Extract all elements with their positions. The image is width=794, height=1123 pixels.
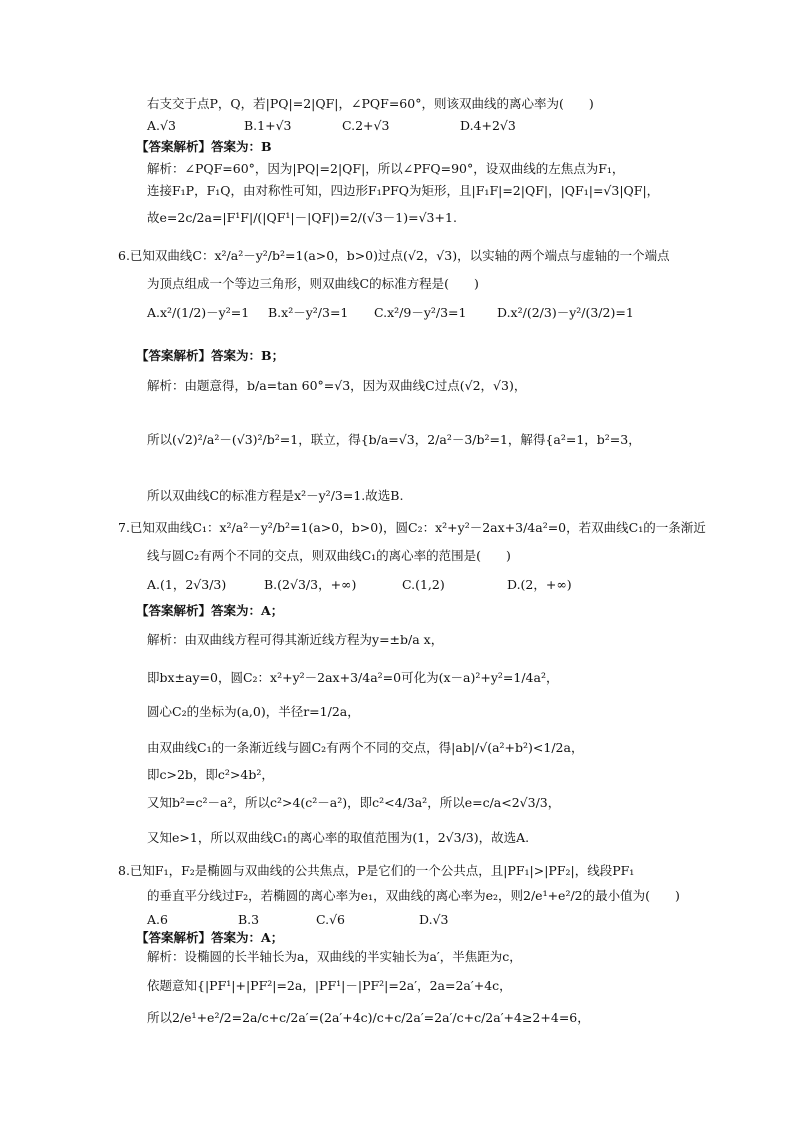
q8-option-c: C.√6 xyxy=(316,912,346,927)
question-5-continuation: 右支交于点P，Q，若|PQ|=2|QF|，∠PQF=60°，则该双曲线的离心率为( ) xyxy=(147,96,594,111)
q8-solution-line-3: 所以2/e¹+e²/2=2a/c+c/2a′=(2a′+4c)/c+c/2a′=2a′/c+c/2a′+4≥2+4=6， xyxy=(147,1010,590,1025)
q6-solution-line-1: 解析：由题意得，b/a=tan 60°=√3，因为双曲线C过点(√2，√3)， xyxy=(147,378,527,393)
q6-option-a: A.x²/(1/2)－y²=1 xyxy=(147,305,250,320)
q7-solution-line-2: 即bx±ay=0，圆C₂：x²+y²－2ax+3/4a²=0可化为(x－a)²+y²=1/4a²， xyxy=(147,670,559,685)
q7-option-d: D.(2，+∞) xyxy=(507,577,572,592)
q6-answer: 【答案解析】答案为：B； xyxy=(136,348,285,363)
q7-solution-line-5: 即c>2b，即c²>4b²， xyxy=(147,767,274,782)
q6-option-b: B.x²－y²/3=1 xyxy=(268,305,349,320)
q5-option-c: C.2+√3 xyxy=(342,118,390,133)
q5-answer: 【答案解析】答案为：B xyxy=(136,139,272,154)
q7-solution-line-6: 又知b²=c²－a²，所以c²>4(c²－a²)，即c²<4/3a²，所以e=c/a<2√3/3， xyxy=(147,795,561,810)
question-7-stem-cont: 线与圆C₂有两个不同的交点，则双曲线C₁的离心率的范围是( ) xyxy=(147,548,511,563)
question-6-stem-cont: 为顶点组成一个等边三角形，则双曲线C的标准方程是( ) xyxy=(147,276,479,291)
q5-option-a: A.√3 xyxy=(147,118,176,133)
q6-option-c: C.x²/9－y²/3=1 xyxy=(374,305,467,320)
q7-answer: 【答案解析】答案为：A； xyxy=(136,603,284,618)
q7-solution-line-4: 由双曲线C₁的一条渐近线与圆C₂有两个不同的交点，得|ab|/√(a²+b²)<1/2a， xyxy=(147,740,584,755)
q6-solution-line-3: 所以双曲线C的标准方程是x²－y²/3=1.故选B. xyxy=(147,488,404,503)
q8-option-b: B.3 xyxy=(238,912,260,927)
question-8-stem-cont: 的垂直平分线过F₂，若椭圆的离心率为e₁，双曲线的离心率为e₂，则2/e¹+e²/2的最小值为( ) xyxy=(147,888,680,903)
q5-solution-line-1: 解析：∠PQF=60°，因为|PQ|=2|QF|，所以∠PFQ=90°，设双曲线的左焦点为F₁， xyxy=(147,161,625,176)
q8-answer: 【答案解析】答案为：A； xyxy=(136,930,284,945)
q7-solution-line-1: 解析：由双曲线方程可得其渐近线方程为y=±b/a x， xyxy=(147,632,444,647)
q7-option-c: C.(1,2) xyxy=(402,577,445,592)
question-7-stem: 7.已知双曲线C₁：x²/a²－y²/b²=1(a>0，b>0)，圆C₂：x²+y²－2ax+3/4a²=0，若双曲线C₁的一条渐近 xyxy=(118,520,706,535)
q8-solution-line-2: 依题意知{|PF¹|+|PF²|=2a，|PF¹|－|PF²|=2a′，2a=2a′+4c， xyxy=(147,978,512,993)
q5-option-d: D.4+2√3 xyxy=(460,118,516,133)
q5-solution-line-2: 连接F₁P，F₁Q，由对称性可知，四边形F₁PFQ为矩形，且|F₁F|=2|QF|，|QF₁|=√3|QF|， xyxy=(147,183,660,198)
question-8-stem: 8.已知F₁，F₂是椭圆与双曲线的公共焦点，P是它们的一个公共点，且|PF₁|>|PF₂|，线段PF₁ xyxy=(118,863,635,878)
q7-option-b: B.(2√3/3，+∞) xyxy=(264,577,357,592)
q8-option-d: D.√3 xyxy=(419,912,449,927)
q8-solution-line-1: 解析：设椭圆的长半轴长为a，双曲线的半实轴长为a′，半焦距为c， xyxy=(147,949,522,964)
question-6-stem: 6.已知双曲线C：x²/a²－y²/b²=1(a>0，b>0)过点(√2，√3)，以实轴的两个端点与虚轴的一个端点 xyxy=(118,248,670,263)
q5-option-b: B.1+√3 xyxy=(244,118,292,133)
q5-solution-line-3: 故e=2c/2a=|F¹F|/(|QF¹|－|QF|)=2/(√3－1)=√3+1. xyxy=(147,210,457,225)
q7-solution-line-3: 圆心C₂的坐标为(a,0)，半径r=1/2a， xyxy=(147,704,360,719)
q8-option-a: A.6 xyxy=(147,912,168,927)
q6-option-d: D.x²/(2/3)－y²/(3/2)=1 xyxy=(497,305,634,320)
q7-option-a: A.(1，2√3/3) xyxy=(147,577,227,592)
q6-solution-line-2: 所以(√2)²/a²－(√3)²/b²=1，联立，得{b/a=√3，2/a²－3/b²=1，解得{a²=1，b²=3， xyxy=(147,432,641,447)
q7-solution-line-7: 又知e>1，所以双曲线C₁的离心率的取值范围为(1，2√3/3)，故选A. xyxy=(147,830,530,845)
